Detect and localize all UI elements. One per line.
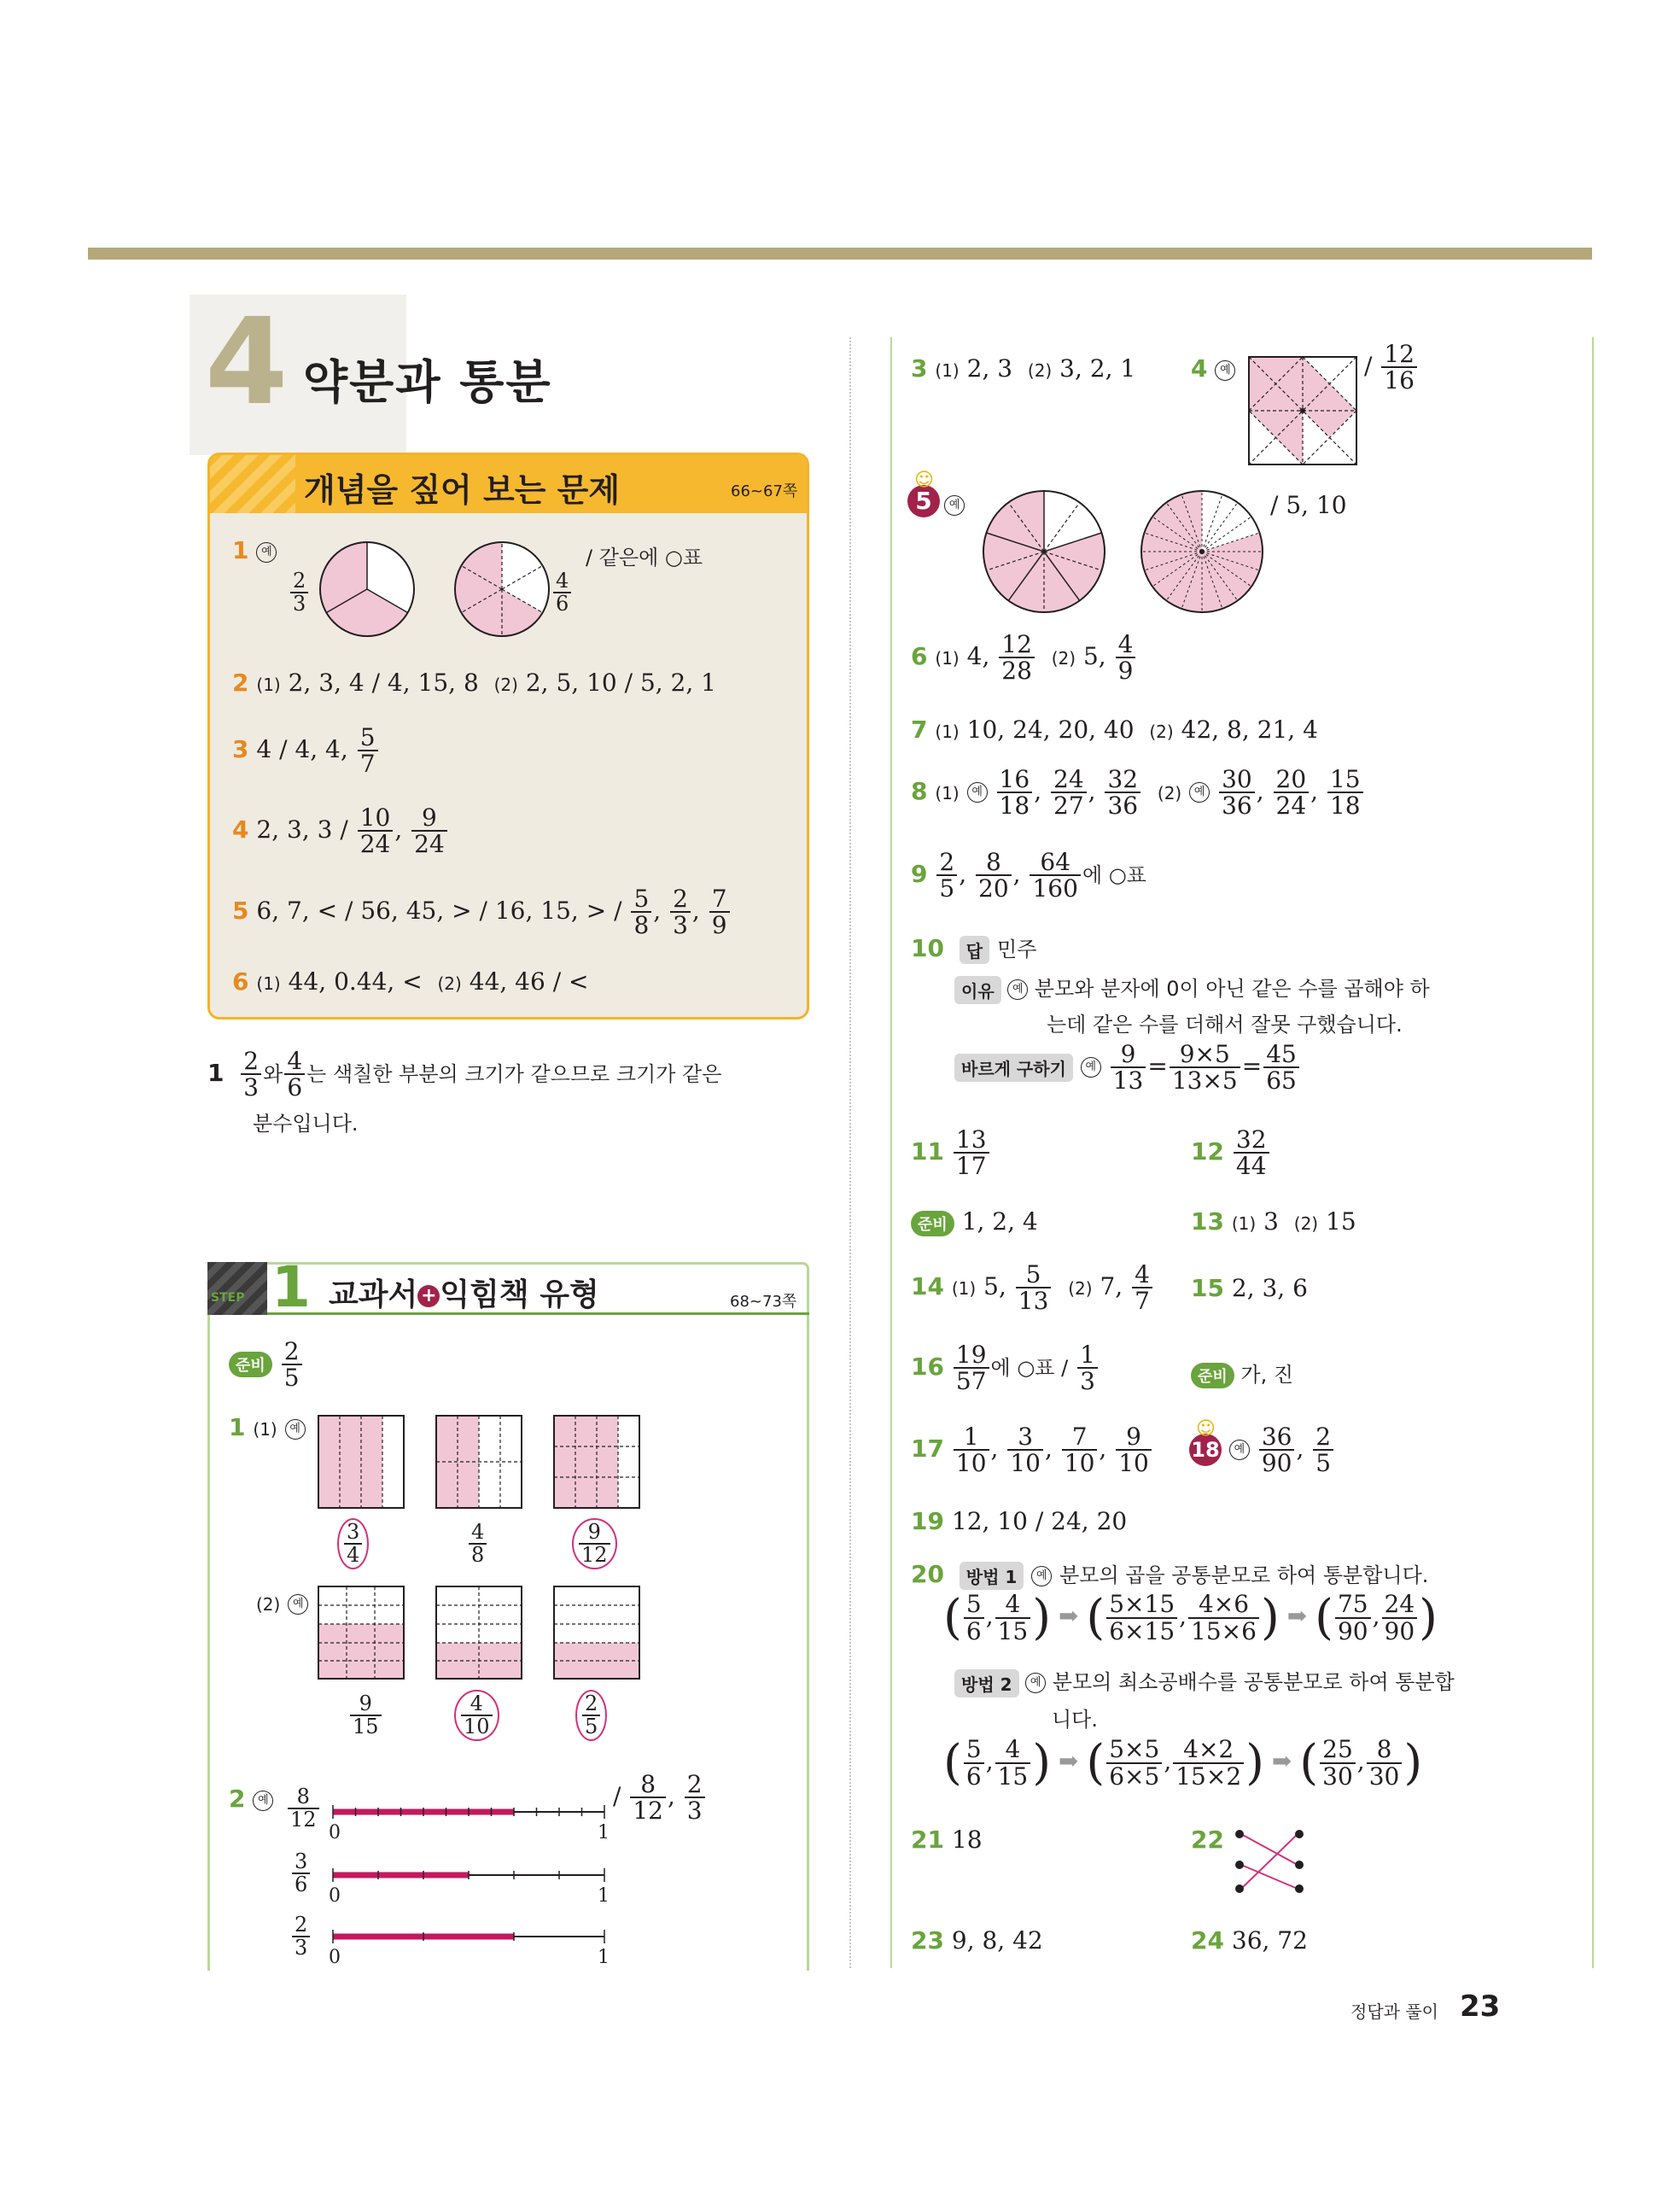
fraction-four-sixths: $\frac{4}{6}$	[551, 570, 573, 615]
right-q20: 20 방법 1 예 분모의 곱을 공통분모로 하여 통분합니다.	[911, 1560, 1429, 1588]
right-q5-answer: / 5, 10	[1270, 491, 1347, 519]
right-q5: ☺ 5 예	[907, 485, 965, 517]
right-q24: 24 36, 72	[1191, 1926, 1308, 1954]
right-q10-fix: 바르게 구하기 예 $\frac{9}{13}$ = $\frac{9\times 5}{13\times 5}$ = $\frac{45}{65}$	[954, 1042, 1301, 1094]
footer-label: 정답과 풀이	[1350, 2001, 1438, 2022]
step-q2-answer: / $\frac{8}{12}$ , $\frac{2}{3}$	[613, 1772, 707, 1824]
right-q4-answer: / $\frac{12}{16}$	[1364, 342, 1419, 394]
step-title: 교과서 + 익힘책 유형	[329, 1277, 599, 1312]
top-decorative-bar	[88, 248, 1592, 260]
numberline-twelfths	[331, 1803, 613, 1820]
explanation-1-cont: 분수입니다.	[253, 1112, 359, 1136]
right-q13: 13 (1) 3 (2) 15	[1191, 1207, 1356, 1236]
fraction-9-15: $\frac{9}{15}$	[348, 1693, 383, 1738]
right-q12: 12 $\frac{32}{44}$	[1191, 1127, 1271, 1179]
right-column-right-border	[1592, 337, 1594, 1968]
fraction-two-thirds: $\frac{2}{3}$	[289, 570, 310, 615]
pie-sixths-icon	[453, 540, 551, 638]
right-q4: 4 예	[1191, 354, 1235, 383]
numberline-label-2-3: $\frac{2}{3}$	[290, 1914, 312, 1959]
concept-box	[207, 453, 809, 1020]
concept-q1	[232, 536, 277, 564]
numberline-zero: 0	[329, 1822, 341, 1843]
explanation-1: 1 $\frac{2}{3}$ 와 $\frac{4}{6}$ 는 색칠한 부분의 크기가 같으므로 크기가 같은	[207, 1047, 722, 1102]
grid-4-10-icon	[435, 1586, 522, 1680]
square-diagram-icon	[1248, 356, 1357, 465]
right-q18: ☺ 18 예 $\frac{36}{90}$ , $\frac{2}{5}$	[1189, 1424, 1335, 1476]
concept-pages: 66~67쪽	[731, 482, 798, 500]
concept-q1-tail: / 같은에 ○표	[586, 546, 703, 570]
concept-q3: 3 4 / 4, 4, $\frac{5}{7}$	[232, 725, 380, 777]
grid-9-12-icon	[553, 1415, 640, 1509]
circled-fraction-2-5: $\frac{2}{5}$	[575, 1690, 607, 1741]
pie-thirds-icon	[318, 540, 416, 638]
step-q1: 1 (1) 예	[229, 1413, 306, 1441]
right-q7: 7 (1) 10, 24, 20, 40 (2) 42, 8, 21, 4	[911, 716, 1318, 744]
right-junbi-1: 준비 1, 2, 4	[911, 1207, 1038, 1236]
right-q23: 23 9, 8, 42	[911, 1926, 1043, 1954]
column-divider	[849, 337, 851, 1968]
grid-3-4-icon	[318, 1415, 405, 1509]
step-q1-part2: (2) 예	[256, 1588, 308, 1616]
pie-tenths-icon	[1140, 489, 1264, 614]
step-q2: 2 예	[229, 1785, 273, 1813]
chapter-number: 4	[205, 293, 289, 432]
concept-q2: 2 (1) 2, 3, 4 / 4, 15, 8 (2) 2, 5, 10 / 5, 2, 1	[232, 669, 716, 697]
step-pages: 68~73쪽	[730, 1293, 797, 1311]
step-stripe	[207, 1262, 267, 1315]
right-q21: 21 18	[911, 1826, 983, 1854]
right-q16: 16 $\frac{19}{57}$ 에 ○표 / $\frac{1}{3}$	[911, 1342, 1100, 1394]
right-q9: 9 $\frac{2}{5}$ , $\frac{8}{20}$ , $\frac{64}{160}$ 에 ○표	[911, 848, 1146, 903]
step-junbi: 준비 $\frac{2}{5}$	[229, 1339, 304, 1391]
numberline-zero: 0	[329, 1885, 341, 1907]
right-column-left-border	[890, 337, 892, 1968]
right-q20-method1-calc: ( $\frac{5}{6}$ , $\frac{4}{15}$ ) ➡ ( $\frac{5\times 15}{6\times 15}$ , $\frac{4\times 6}{15\times 6}$ ) ➡ ( $\frac{75}{90}$ , $\frac{24}{90}$ )	[943, 1590, 1438, 1645]
matching-lines-icon	[1231, 1827, 1308, 1896]
page-number: 23	[1460, 1989, 1501, 2024]
circled-fraction-9-12: $\frac{9}{12}$	[572, 1518, 617, 1569]
concept-q4: 4 2, 3, 3 / $\frac{10}{24}$ , $\frac{9}{24}$	[232, 805, 449, 857]
right-q10-reason-cont: 는데 같은 수를 더해서 잘못 구했습니다.	[1047, 1013, 1403, 1037]
concept-title: 개념을 짚어 보는 문제	[304, 470, 621, 509]
fraction-4-8: $\frac{4}{8}$	[467, 1522, 488, 1566]
right-q17: 17 $\frac{1}{10}$ , $\frac{3}{10}$ , $\frac{7}{10}$ , $\frac{9}{10}$	[911, 1424, 1153, 1476]
concept-q5: 5 6, 7, < / 56, 45, > / 16, 15, > / $\frac{5}{8}$ , $\frac{2}{3}$ , $\frac{7}{9}$	[232, 886, 732, 938]
grid-9-15-icon	[318, 1586, 405, 1680]
numberline-label-3-6: $\frac{3}{6}$	[290, 1851, 312, 1896]
chapter-title: 약분과 통분	[303, 354, 552, 409]
numberline-one: 1	[598, 1822, 610, 1843]
question-number: 1	[232, 536, 249, 564]
right-q22: 22	[1191, 1826, 1224, 1854]
right-q20-method2: 방법 2 예 분모의 최소공배수를 공통분모로 하여 통분합	[954, 1665, 1455, 1697]
example-mark: 예	[256, 542, 277, 563]
right-q8: 8 (1) 예 $\frac{16}{18}$ , $\frac{24}{27}$ , $\frac{32}{36}$ (2) 예 $\frac{30}{36}$ , $\frac{20}{24}$ , $\frac{15}{18}$	[911, 767, 1365, 819]
right-q10-reason: 이유 예 분모와 분자에 0이 아닌 같은 수를 곱해야 하	[954, 972, 1430, 1004]
step-word: STEP	[211, 1291, 245, 1305]
right-q20-method2-calc: ( $\frac{5}{6}$ , $\frac{4}{15}$ ) ➡ ( $\frac{5\times 5}{6\times 5}$ , $\frac{4\times 2}{15\times 2}$ ) ➡ ( $\frac{25}{30}$ , $\frac{8}{30}$ )	[943, 1735, 1423, 1791]
step-number: 1	[271, 1254, 311, 1320]
right-q6: 6 (1) 4, $\frac{12}{28}$ (2) 5, $\frac{4}{9}$	[911, 632, 1137, 684]
grid-4-8-icon	[435, 1415, 522, 1509]
pie-fifths-icon	[982, 489, 1106, 614]
right-q11: 11 $\frac{13}{17}$	[911, 1127, 991, 1179]
right-q20-method2-cont: 니다.	[1052, 1708, 1098, 1732]
numberline-zero: 0	[329, 1947, 341, 1968]
circled-fraction-3-4: $\frac{3}{4}$	[337, 1518, 369, 1569]
right-q10: 10 답 민주	[911, 934, 1037, 962]
right-q15: 15 2, 3, 6	[1191, 1274, 1308, 1302]
numberline-one: 1	[598, 1947, 610, 1968]
circled-fraction-4-10: $\frac{4}{10}$	[454, 1690, 499, 1741]
numberline-label-8-12: $\frac{8}{12}$	[286, 1786, 321, 1831]
numberline-one: 1	[598, 1885, 610, 1907]
concept-q6: 6 (1) 44, 0.44, < (2) 44, 46 / <	[232, 967, 589, 996]
numberline-sixths	[331, 1867, 613, 1884]
right-junbi-2: 준비 가, 진	[1191, 1358, 1293, 1388]
concept-header-stripe	[210, 455, 295, 513]
grid-2-5-icon	[553, 1586, 640, 1680]
right-q3: 3 (1) 2, 3 (2) 3, 2, 1	[911, 354, 1136, 383]
right-q14: 14 (1) 5, $\frac{5}{13}$ (2) 7, $\frac{4}{7}$	[911, 1262, 1154, 1314]
right-q19: 19 12, 10 / 24, 20	[911, 1507, 1128, 1535]
numberline-thirds	[331, 1928, 613, 1945]
